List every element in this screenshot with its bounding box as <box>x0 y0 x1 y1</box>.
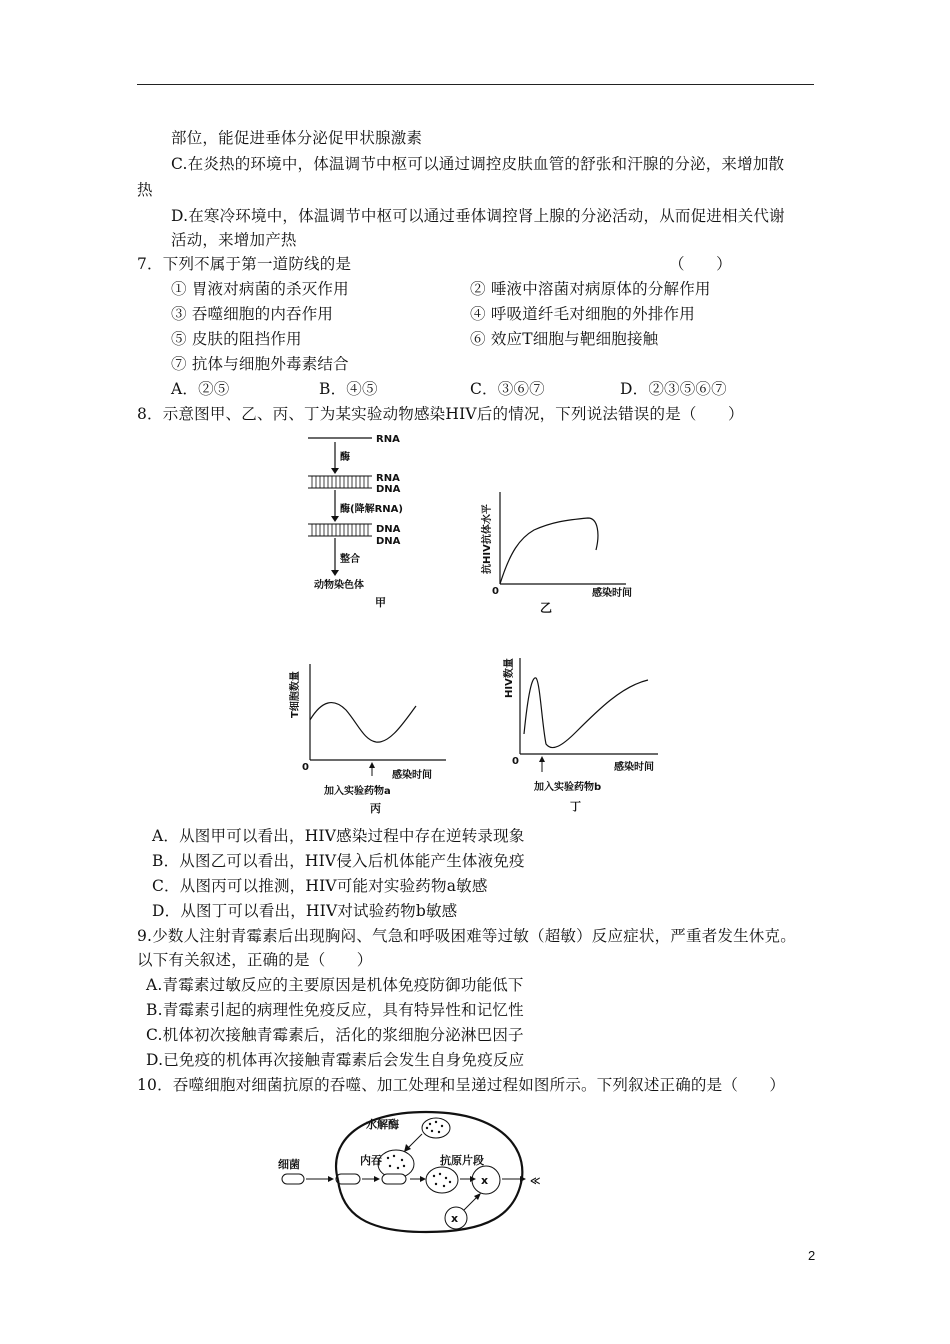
fig-jia-enzyme: 酶 <box>340 452 350 463</box>
fig-bing-note: 加入实验药物a <box>324 786 391 797</box>
fig-bing-origin: 0 <box>302 762 309 773</box>
q8-option-a: A．从图甲可以看出，HIV感染过程中存在逆转录现象 <box>152 827 525 845</box>
q9-stem-line2: 以下有关叙述，正确的是（ ） <box>137 951 373 969</box>
q9-option-a: A.青霉素过敏反应的主要原因是机体免疫防御功能低下 <box>146 976 524 994</box>
option-c-line1: C.在炎热的环境中，体温调节中枢可以通过调控皮肤血管的舒张和汗腺的分泌，来增加散 <box>171 155 785 173</box>
q7-option-a: A．②⑤ <box>171 380 230 398</box>
rna-dna-hybrid <box>308 476 372 488</box>
fig-jia-enzyme2: 酶(降解RNA) <box>340 504 403 515</box>
fig-ding-origin: 0 <box>512 756 519 767</box>
q9-stem-line1: 9.少数人注射青霉素后出现胸闷、气急和呼吸困难等过敏（超敏）反应症状，严重者发生休克。 <box>137 927 796 945</box>
figure-phagocytosis <box>276 1104 546 1240</box>
q10-stem: 10．吞噬细胞对细菌抗原的吞噬、加工处理和呈递过程如图所示。下列叙述正确的是（ ） <box>137 1076 786 1094</box>
engulfed-bacteria <box>336 1174 360 1184</box>
fig-ding-note: 加入实验药物b <box>534 782 602 793</box>
page-number: 2 <box>808 1248 816 1263</box>
q8-stem: 8．示意图甲、乙、丙、丁为某实验动物感染HIV后的情况，下列说法错误的是（ ） <box>137 405 744 423</box>
fig-bing-xlabel: 感染时间 <box>392 770 432 781</box>
fig-bacteria-label: 细菌 <box>278 1158 300 1171</box>
antibody-curve <box>500 518 598 584</box>
fig-jia-rna: RNA <box>376 434 400 445</box>
q7-option-b: B．④⑤ <box>319 380 378 398</box>
line-continuation: 部位，能促进垂体分泌促甲状腺激素 <box>171 129 423 147</box>
q9-option-c: C.机体初次接触青霉素后，活化的浆细胞分泌淋巴因子 <box>146 1026 524 1044</box>
q7-item: ⑦ 抗体与细胞外毒素结合 <box>171 355 349 373</box>
fig-jia-chromosome: 动物染色体 <box>314 580 364 591</box>
q7-item: ① 胃液对病菌的杀灭作用 <box>171 280 349 298</box>
dna-double-strand <box>308 524 372 536</box>
figure-jia <box>300 428 440 618</box>
figure-bing <box>286 660 456 816</box>
bacteria-icon <box>282 1174 304 1184</box>
hiv-curve <box>524 678 648 748</box>
svg-text:≪: ≪ <box>530 1176 541 1187</box>
q8-option-d: D．从图丁可以看出，HIV对试验药物b敏感 <box>152 902 458 920</box>
option-d-line1: D.在寒冷环境中，体温调节中枢可以通过垂体调控肾上腺的分泌活动，从而促进相关代谢 <box>171 207 785 225</box>
fragment-vesicle <box>426 1167 458 1193</box>
option-d-line2: 活动，来增加产热 <box>171 231 297 249</box>
q7-answer-paren: （ ） <box>669 255 732 273</box>
figure-ding <box>502 654 672 814</box>
q7-option-d: D．②③⑤⑥⑦ <box>620 380 727 398</box>
fig-jia-dna3: DNA <box>376 536 401 547</box>
q9-option-b: B.青霉素引起的病理性免疫反应，具有特异性和记忆性 <box>146 1001 524 1019</box>
fig-yi-ylabel: 抗HIV抗体水平 <box>482 504 493 574</box>
fig-endocytosis-label: 内吞 <box>360 1154 382 1167</box>
fig-bing-caption: 丙 <box>370 802 381 815</box>
fig-fragment-label: 抗原片段 <box>440 1154 484 1167</box>
q7-stem: 7．下列不属于第一道防线的是 <box>137 255 352 273</box>
fig-yi-caption: 乙 <box>540 601 553 615</box>
option-c-line2: 热 <box>137 181 153 199</box>
q7-item: ③ 吞噬细胞的内吞作用 <box>171 305 334 323</box>
fig-ding-xlabel: 感染时间 <box>614 762 654 773</box>
q7-item: ⑥ 效应T细胞与靶细胞接触 <box>470 330 659 348</box>
fig-ding-ylabel: HIV数量 <box>504 658 515 698</box>
q7-item: ⑤ 皮肤的阻挡作用 <box>171 330 302 348</box>
fig-yi-xlabel: 感染时间 <box>592 588 632 599</box>
svg-text:x: x <box>481 1174 489 1187</box>
fig-yi-origin: 0 <box>492 586 499 597</box>
q7-item: ② 唾液中溶菌对病原体的分解作用 <box>470 280 711 298</box>
q7-option-c: C．③⑥⑦ <box>470 380 545 398</box>
fig-jia-integrate: 整合 <box>340 554 360 565</box>
fig-jia-dna1: DNA <box>376 484 401 495</box>
header-rule <box>137 84 814 85</box>
q8-option-b: B．从图乙可以看出，HIV侵入后机体能产生体液免疫 <box>152 852 525 870</box>
fig-hydrolase-label: 水解酶 <box>366 1118 399 1131</box>
fig-jia-dna2: DNA <box>376 524 401 535</box>
q9-option-d: D.已免疫的机体再次接触青霉素后会发生自身免疫反应 <box>146 1051 525 1069</box>
svg-text:x: x <box>451 1212 459 1225</box>
q8-option-c: C．从图丙可以推测，HIV可能对实验药物a敏感 <box>152 877 488 895</box>
fig-jia-caption: 甲 <box>375 596 386 609</box>
fig-jia-rna2: RNA <box>376 473 400 484</box>
t-cell-curve <box>310 703 416 743</box>
fig-ding-caption: 丁 <box>570 800 581 813</box>
figure-yi <box>476 488 656 616</box>
fig-bing-ylabel: T细胞数量 <box>290 671 301 718</box>
q7-item: ④ 呼吸道纤毛对细胞的外排作用 <box>470 305 695 323</box>
